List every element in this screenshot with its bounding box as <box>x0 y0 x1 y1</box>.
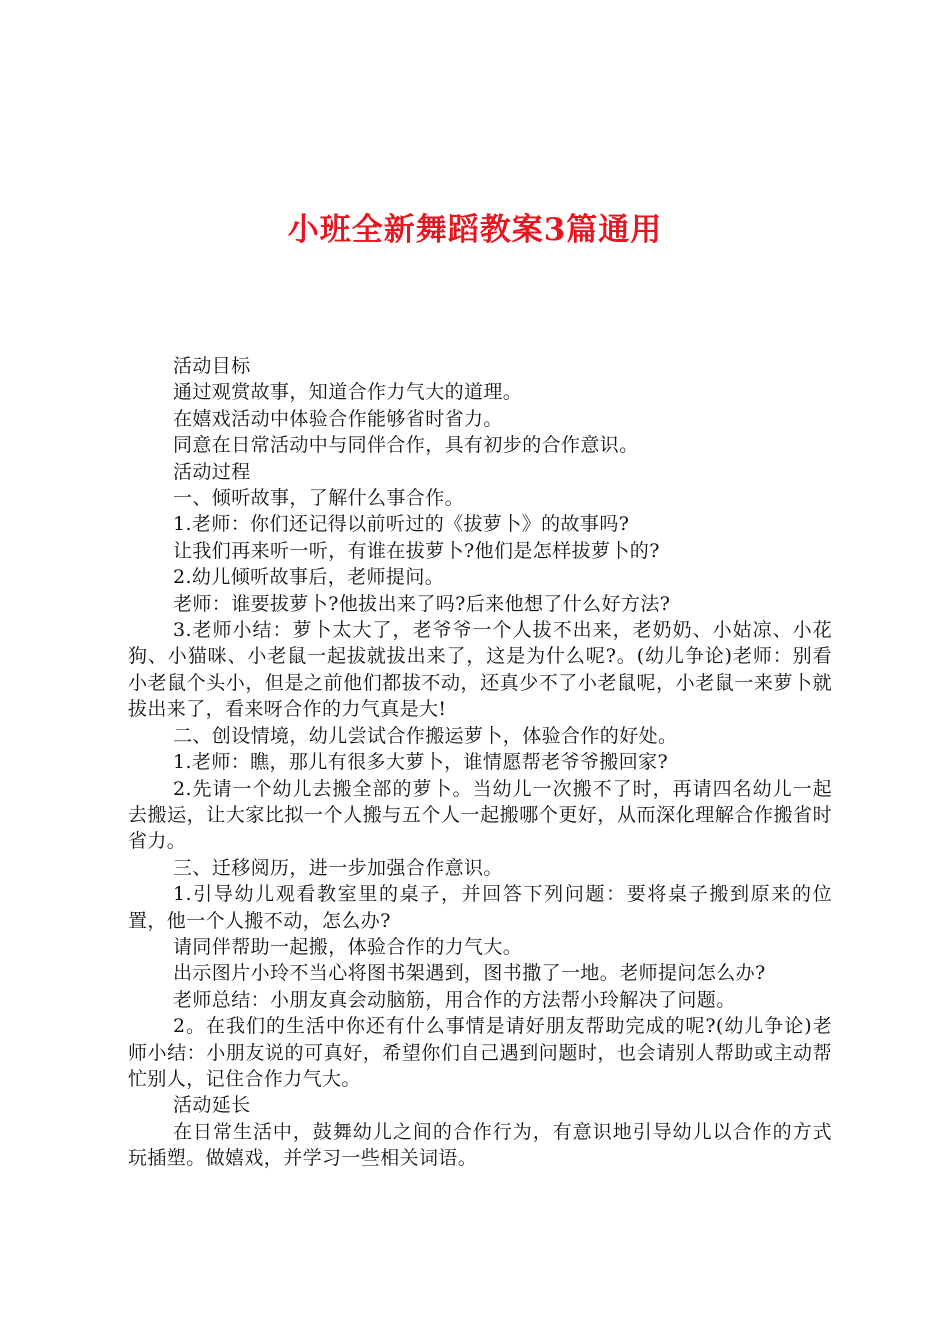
document-body <box>128 353 832 1172</box>
paragraph: 1.引导幼儿观看教室里的桌子，并回答下列问题：要将桌子搬到原来的位置，他一个人搬不动，怎么办? <box>128 883 832 932</box>
paragraph: 3.老师小结：萝卜太大了，老爷爷一个人拔不出来，老奶奶、小姑凉、小花狗、小猫咪、小老鼠一起拔就拔出来了，这是为什么呢?。(幼儿争论)老师：别看小老鼠个头小，但是之前他们都拔不动，还真少不了小老鼠呢，小老鼠一来萝卜就拔出来了，看来呀合作的力气真是大! <box>128 619 832 721</box>
paragraph: 1.老师：瞧，那儿有很多大萝卜，谁情愿帮老爷爷搬回家? <box>173 751 669 774</box>
paragraph: 出示图片小玲不当心将图书架遇到，图书撒了一地。老师提问怎么办? <box>173 962 766 985</box>
paragraph: 请同伴帮助一起搬，体验合作的力气大。 <box>173 935 523 958</box>
paragraph: 1.老师：你们还记得以前听过的《拔萝卜》的故事吗? <box>173 513 630 536</box>
paragraph: 2.幼儿倾听故事后，老师提问。 <box>173 566 445 589</box>
document-title: 小班全新舞蹈教案3篇通用 <box>287 212 663 248</box>
paragraph: 同意在日常活动中与同伴合作，具有初步的合作意识。 <box>173 434 639 457</box>
paragraph: 让我们再来听一听，有谁在拔萝卜?他们是怎样拔萝卜的? <box>173 539 660 562</box>
paragraph: 一、倾听故事，了解什么事合作。 <box>173 487 465 510</box>
paragraph-section-heading: 活动目标 <box>173 355 251 377</box>
paragraph: 2.先请一个幼儿去搬全部的萝卜。当幼儿一次搬不了时，再请四名幼儿一起去搬运，让大家比拟一个人搬与五个人一起搬哪个更好，从而深化理解合作搬省时省力。 <box>128 777 832 853</box>
paragraph: 通过观赏故事，知道合作力气大的道理。 <box>173 381 523 404</box>
paragraph-section-heading: 活动过程 <box>173 460 251 483</box>
paragraph-section-heading: 活动延长 <box>173 1094 251 1117</box>
paragraph: 2。在我们的生活中你还有什么事情是请好朋友帮助完成的呢?(幼儿争论)老师小结：小朋友说的可真好，希望你们自己遇到问题时，也会请别人帮助或主动帮忙别人，记住合作力气大。 <box>128 1015 832 1090</box>
paragraph: 在日常生活中，鼓舞幼儿之间的合作行为，有意识地引导幼儿以合作的方式玩插塑。做嬉戏，并学习一些相关词语。 <box>128 1120 832 1170</box>
paragraph: 在嬉戏活动中体验合作能够省时省力。 <box>173 407 503 430</box>
paragraph: 二、创设情境，幼儿尝试合作搬运萝卜，体验合作的好处。 <box>173 724 678 747</box>
paragraph: 老师：谁要拔萝卜?他拔出来了吗?后来他想了什么好方法? <box>173 592 671 615</box>
paragraph: 老师总结：小朋友真会动脑筋，用合作的方法帮小玲解决了问题。 <box>173 988 736 1011</box>
paragraph: 三、迁移阅历，进一步加强合作意识。 <box>173 856 503 879</box>
